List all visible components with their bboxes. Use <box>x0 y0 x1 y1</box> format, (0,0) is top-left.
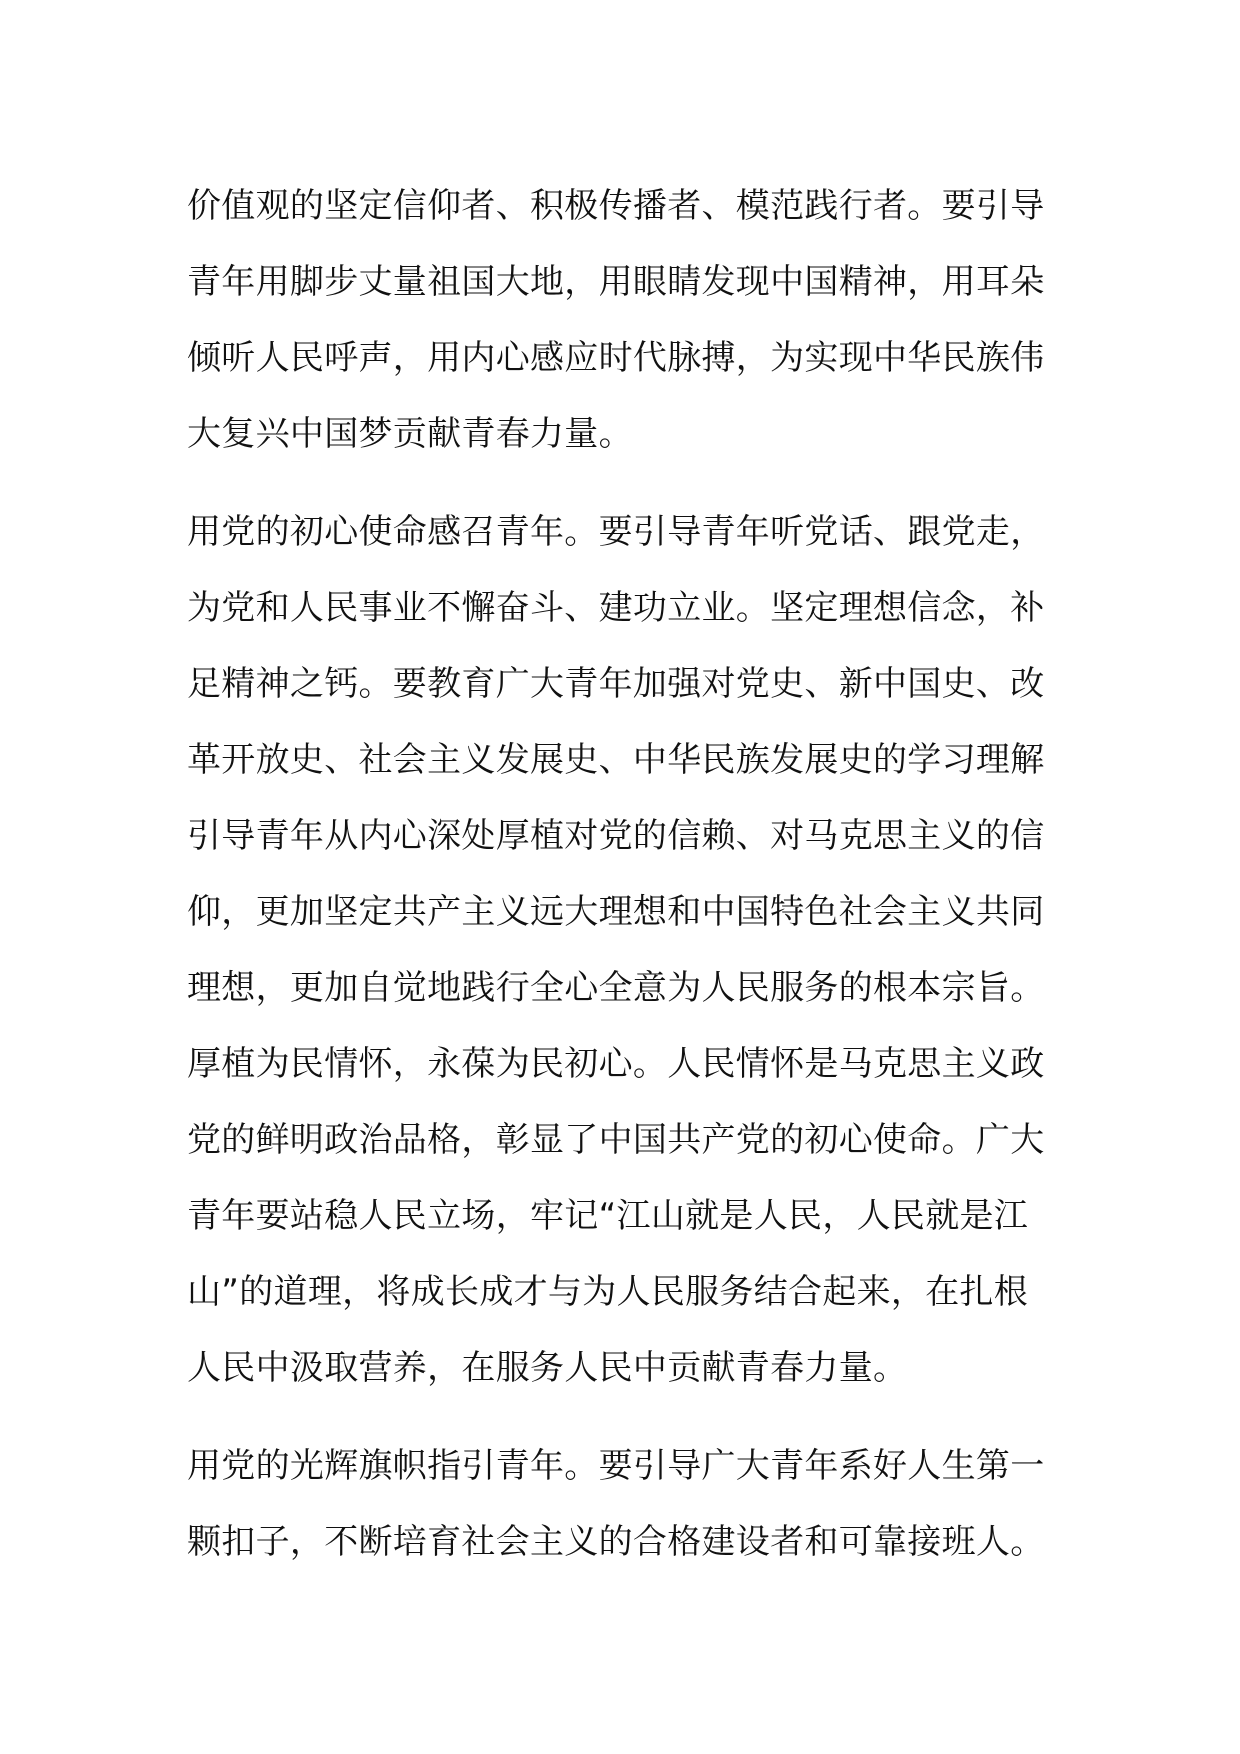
text-line: 用党的初心使命感召青年。要引导青年听党话、跟党走， <box>187 512 1045 552</box>
text-line: 厚植为民情怀，永葆为民初心。人民情怀是马克思主义政 <box>187 1044 1045 1084</box>
text-line: 青年要站稳人民立场，牢记“江山就是人民，人民就是江 <box>187 1196 1029 1236</box>
text-line: 足精神之钙。要教育广大青年加强对党史、新中国史、改 <box>187 664 1045 704</box>
paragraph-spacer <box>187 1406 1067 1428</box>
text-line: 颗扣子，不断培育社会主义的合格建设者和可靠接班人。 <box>187 1522 1045 1562</box>
paragraph-1 <box>187 168 1067 472</box>
text-line: 倾听人民呼声，用内心感应时代脉搏，为实现中华民族伟 <box>187 338 1045 378</box>
text-line: 理想，更加自觉地践行全心全意为人民服务的根本宗旨。 <box>187 968 1045 1008</box>
paragraph-2 <box>187 494 1067 1406</box>
text-line: 引导青年从内心深处厚植对党的信赖、对马克思主义的信 <box>187 816 1045 856</box>
text-line: 大复兴中国梦贡献青春力量。 <box>187 414 633 454</box>
text-line: 山”的道理，将成长成才与为人民服务结合起来，在扎根 <box>187 1272 1029 1312</box>
text-line: 用党的光辉旗帜指引青年。要引导广大青年系好人生第一 <box>187 1446 1045 1486</box>
text-line: 青年用脚步丈量祖国大地，用眼睛发现中国精神，用耳朵 <box>187 262 1045 302</box>
text-line: 价值观的坚定信仰者、积极传播者、模范践行者。要引导 <box>187 186 1045 226</box>
text-line: 革开放史、社会主义发展史、中华民族发展史的学习理解 <box>187 740 1045 780</box>
text-line: 人民中汲取营养，在服务人民中贡献青春力量。 <box>187 1348 908 1388</box>
paragraph-3 <box>187 1428 1067 1580</box>
body-text <box>187 168 1067 1580</box>
text-line: 仰，更加坚定共产主义远大理想和中国特色社会主义共同 <box>187 892 1045 932</box>
paragraph-spacer <box>187 472 1067 494</box>
text-line: 党的鲜明政治品格，彰显了中国共产党的初心使命。广大 <box>187 1120 1045 1160</box>
text-line: 为党和人民事业不懈奋斗、建功立业。坚定理想信念，补 <box>187 588 1045 628</box>
